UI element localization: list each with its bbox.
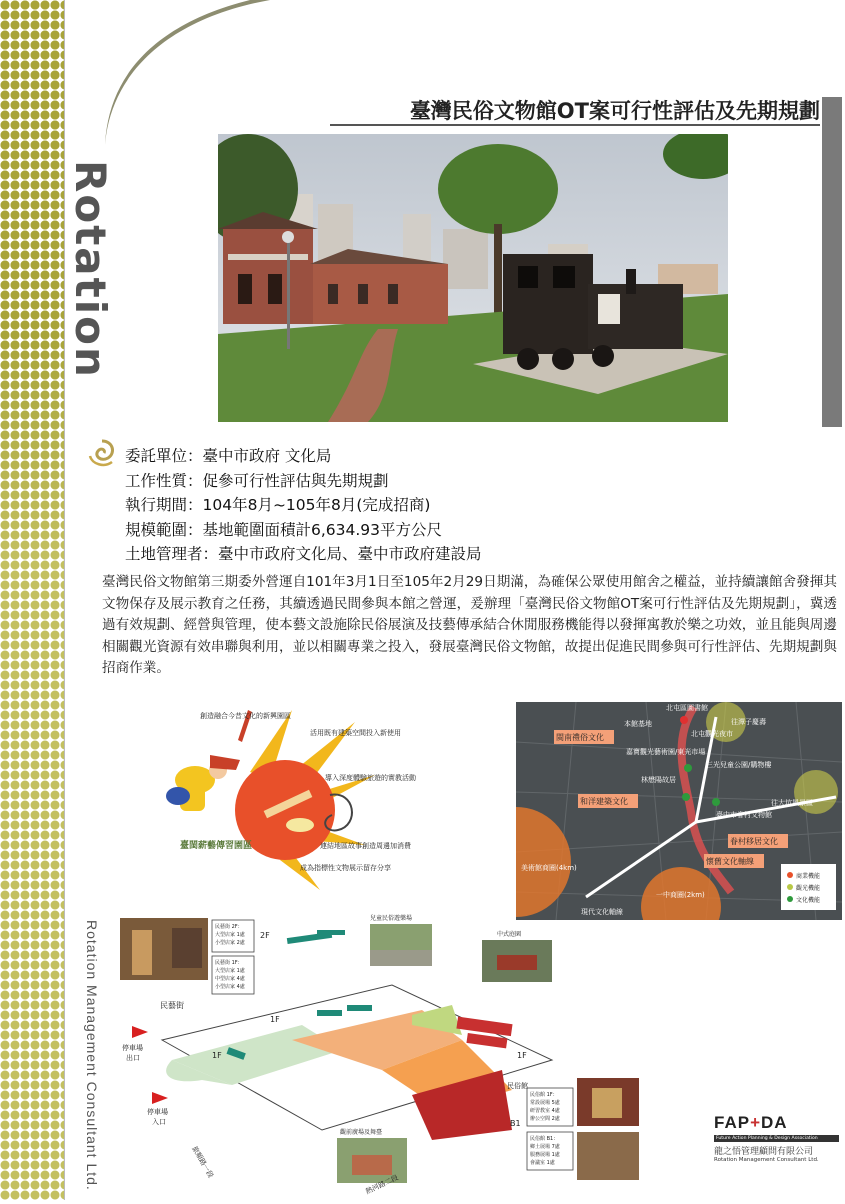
fapda-logo-mark: FAP+DA [714, 1113, 788, 1132]
map-place-site: 本館基地 [624, 720, 652, 728]
box-1f-line-3: 中型店家 4處 [215, 976, 245, 982]
map-place-juancun-museum: 臺中市眷村文物館 [716, 811, 772, 819]
map-place-library: 北屯區圖書館 [666, 704, 708, 712]
brand-vertical-small: Rotation Management Consultant Ltd. [84, 920, 100, 1191]
page-title: 臺灣民俗文物館OT案可行性評估及先期規劃 [409, 99, 820, 123]
concept-center-label: 臺閩薪藝傳習園區 [180, 841, 253, 851]
label-parking-exit: 停車場 [122, 1044, 143, 1052]
box-minsu-b1-line-4: 會議室 1處 [530, 1160, 555, 1166]
label-road-1: 旅順路一段 [190, 1145, 215, 1180]
description-paragraph: 臺灣民俗文物館第三期委外營運自101年3月1日至105年2月29日期滿，為確保公眾使用館舍之權益，並持續讓館舍發揮其文物保存及展示教育之任務，其續透過民間參與本館之營運，爰辦理「臺灣民俗文物館OT案可行性評估及先期規劃」，冀透過有效規劃、經營與管理，使本藝文設施除民俗展演及技藝傳承結合休閒服務機能得以發揮寓教於樂之功效，並且能與周邊相關觀光資源有效串聯與利用，並以相關專業之投入，發展臺灣民俗文物館，故提出促進民間參與可行性評估、先期規劃與招商作業。 [102, 574, 837, 676]
box-minsu-b1-line-1: 民俗館 B1： [530, 1136, 559, 1142]
map-place-sanguang: 三光兒童公園/購物樓 [706, 761, 772, 769]
box-1f-line-2: 大型店家 1處 [215, 968, 245, 974]
box-2f-line-1: 民藝街 2F： [215, 924, 243, 930]
label-road-2: 熱河路二段 [364, 1173, 400, 1196]
info-land-manager: 土地管理者：臺中市政府文化局、臺中市政府建設局 [125, 545, 482, 563]
concept-illustration [160, 700, 480, 900]
box-1f-line-4: 小型店家 4處 [215, 984, 245, 990]
label-1f-c: 1F [517, 1051, 527, 1060]
label-minsu-hall: 民俗館 [507, 1082, 528, 1090]
label-minyi-street: 民藝街 [160, 1001, 184, 1010]
label-square: 觀前廣場及舞臺 [340, 1129, 383, 1136]
title-underline [330, 124, 820, 126]
fapda-logo [714, 1113, 839, 1163]
label-courtyard: 中式庭園 [497, 931, 522, 938]
grey-side-bar [822, 97, 842, 427]
museum-photo [218, 134, 728, 422]
box-minsu-b1-line-3: 服務展場 1處 [530, 1152, 560, 1158]
map-place-art-museum: 美術館商圈(4km) [521, 864, 577, 872]
legend-commercial: 商業機能 [796, 873, 821, 880]
swoosh-decoration [80, 0, 280, 150]
box-minsu-1f-line-3: 研習教室 4處 [530, 1108, 560, 1114]
map-place-dakeng: 往大坑風景區 [771, 799, 813, 807]
map-tag-heyang: 和洋建築文化 [580, 797, 628, 806]
swirl-icon [86, 438, 118, 468]
fapda-subtitle: Future Action Planning & Design Association [714, 1135, 839, 1142]
info-work-type: 工作性質：促參可行性評估與先期規劃 [125, 471, 389, 490]
map-tag-minnan: 閩南禮俗文化 [556, 733, 604, 742]
left-dot-pattern-dark [0, 0, 64, 560]
company-name-cn: 龍之悟管理顧問有限公司 [714, 1147, 814, 1157]
concept-ray-5: 成為指標性文物展示留存分享 [300, 864, 391, 872]
concept-ray-1: 創造融合今昔文化的新興園區 [200, 712, 291, 720]
map-place-linmao: 林懋陽故居 [641, 776, 676, 784]
box-minsu-b1-line-2: 鄉土展場 7處 [530, 1144, 560, 1150]
box-minsu-1f-line-2: 常設展場 5處 [530, 1100, 560, 1106]
brand-vertical-large: Rotation [66, 160, 115, 379]
map-place-yizhong: 一中商圈(2km) [656, 891, 705, 899]
label-1f-b: 1F [212, 1051, 222, 1060]
concept-ray-4: 連結地區故事創造周邊加消費 [320, 842, 411, 850]
map-place-jiabao: 嘉寶觀光藝術園/東光市場 [626, 748, 706, 756]
label-2f: 2F [260, 931, 270, 940]
label-parking-entrance: 停車場 [147, 1108, 168, 1116]
concept-ray-2: 活用既有建築空間投入新使用 [310, 729, 401, 737]
label-kids-playground: 兒童民俗遊樂場 [370, 915, 413, 922]
left-divider [64, 0, 65, 1200]
project-info [125, 444, 482, 567]
label-parking-exit-2: 出口 [126, 1054, 140, 1062]
map-tag-nostalgia: 懷舊文化軸線 [706, 857, 754, 866]
legend-culture: 文化機能 [796, 897, 821, 904]
concept-ray-3: 導入深度體驗旅遊的實教活動 [325, 774, 416, 782]
box-2f-line-3: 小型店家 2處 [215, 940, 245, 946]
map-tag-modern: 現代文化軸線 [581, 908, 623, 916]
location-map [516, 702, 842, 920]
label-b1: B1 [510, 1119, 521, 1128]
label-parking-entrance-2: 入口 [152, 1118, 166, 1126]
box-minsu-1f-line-1: 民俗館 1F： [530, 1092, 558, 1098]
map-place-tanzi: 往潭子慶壽 [731, 718, 766, 726]
map-place-nightmarket: 北屯觀光夜市 [691, 730, 733, 738]
map-tag-juancun: 眷村移居文化 [730, 837, 778, 846]
label-1f-a: 1F [270, 1015, 280, 1024]
info-scope: 規模範圍：基地範圍面積計6,634.93平方公尺 [125, 520, 443, 539]
company-name-en: Rotation Management Consultant Ltd. [714, 1157, 819, 1163]
info-period: 執行期間：104年8月~105年8月(完成招商) [125, 496, 431, 514]
info-client: 委託單位：臺中市政府 文化局 [125, 447, 332, 465]
legend-tourism: 觀光機能 [796, 885, 821, 892]
box-minsu-1f-line-4: 辦公空間 2處 [530, 1116, 560, 1122]
box-1f-line-1: 民藝街 1F： [215, 960, 243, 966]
site-plan [112, 910, 672, 1200]
box-2f-line-2: 大型店家 1處 [215, 932, 245, 938]
